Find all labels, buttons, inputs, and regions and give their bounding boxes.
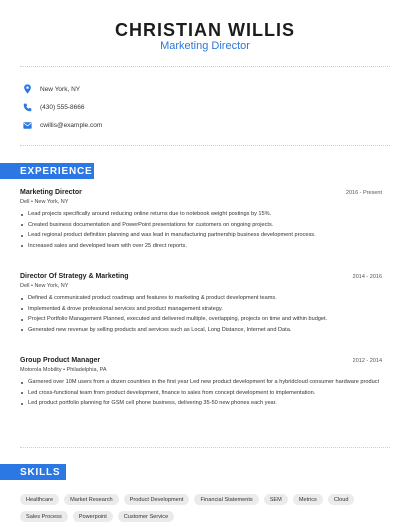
contact-location xyxy=(20,82,80,96)
experience-heading: EXPERIENCE xyxy=(20,165,93,177)
experience-section-header xyxy=(0,163,94,179)
job-bullet: Created business documentation and PowerPoint presentations for customers on ongoing projects. xyxy=(20,222,382,233)
job-bullet: Defined & communicated product roadmap and features to marketing & product development teams. xyxy=(20,295,382,306)
phone-text: (430) 555-8666 xyxy=(40,103,85,111)
job-company: Dell • New York, NY xyxy=(20,283,69,289)
job-bullet: Implemented & drove professional services and product management strategy. xyxy=(20,306,382,317)
job-bullets xyxy=(20,295,382,337)
experience-item xyxy=(20,273,382,337)
skill-chip: Healthcare xyxy=(20,494,59,505)
skill-chip: Cloud xyxy=(328,494,355,505)
candidate-title: Marketing Director xyxy=(160,40,250,52)
email-text: cwillis@example.com xyxy=(40,121,103,129)
job-company: Dell • New York, NY xyxy=(20,199,69,205)
phone-icon xyxy=(20,100,34,114)
job-bullets xyxy=(20,211,382,253)
skill-chip: Sales Process xyxy=(20,511,68,522)
envelope-icon xyxy=(20,118,34,132)
job-bullet: Project Portfolio Management Planned, executed and delivered multiple, overlapping, projects on time and within budget. xyxy=(20,316,382,327)
job-dates: 2012 - 2014 xyxy=(352,358,382,364)
job-bullet: Led cross-functional team from product development, finance to sales from concept development to implementation. xyxy=(20,390,382,401)
contact-divider xyxy=(20,145,390,146)
location-text: New York, NY xyxy=(40,85,81,93)
job-company: Motorola Mobility • Philadelphia, PA xyxy=(20,367,107,373)
job-bullet: Lead projects specifically around reducing online returns due to notebook weight postings by 15%. xyxy=(20,211,382,222)
experience-divider xyxy=(20,447,390,448)
job-role: Director Of Strategy & Marketing xyxy=(20,273,129,280)
job-bullet: Lead regional product definition planning and was lead in manufacturing partnership business development process. xyxy=(20,232,382,243)
skills-list xyxy=(20,494,395,522)
skill-chip: Metrics xyxy=(293,494,323,505)
job-bullet: Garnered over 10M users from a dozen countries in the first year Led new product development for a hybridcloud consumer hardware product xyxy=(20,379,382,390)
skills-section-header xyxy=(0,464,66,480)
skill-chip: SEM xyxy=(264,494,288,505)
job-bullet: Led product portfolio planning for GSM cell phone business, delivering 35-50 new phones each year. xyxy=(20,400,382,411)
job-bullet: Increased sales and developed team with over 25 direct reports. xyxy=(20,243,382,254)
skill-chip: Product Development xyxy=(124,494,190,505)
candidate-name: CHRISTIAN WILLIS xyxy=(115,20,295,40)
job-role: Marketing Director xyxy=(20,189,82,196)
skill-chip: Powerpoint xyxy=(73,511,113,522)
job-dates: 2016 - Present xyxy=(345,190,382,196)
experience-item xyxy=(20,357,382,411)
header-divider xyxy=(20,66,390,67)
contact-email xyxy=(20,118,102,132)
job-bullets xyxy=(20,379,382,411)
job-role: Group Product Manager xyxy=(20,357,101,364)
skill-chip: Market Research xyxy=(64,494,119,505)
skills-heading: SKILLS xyxy=(20,466,61,478)
job-bullet: Generated new revenue by selling products and services such as Local, Long Distance, Internet and Data. xyxy=(20,327,382,338)
map-pin-icon xyxy=(20,82,34,96)
job-dates: 2014 - 2016 xyxy=(352,274,382,280)
experience-item xyxy=(20,189,382,253)
skill-chip: Customer Service xyxy=(118,511,174,522)
contact-phone xyxy=(20,100,84,114)
skill-chip: Financial Statements xyxy=(194,494,258,505)
